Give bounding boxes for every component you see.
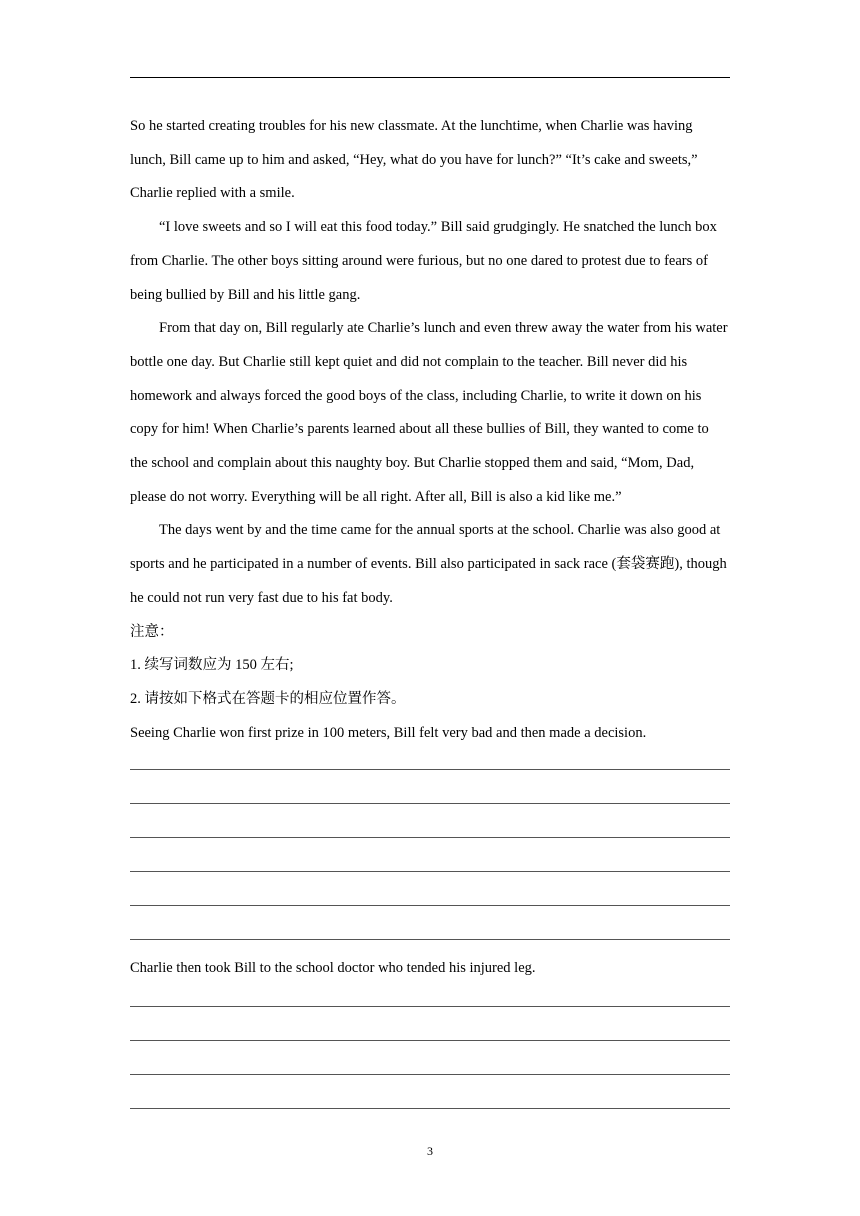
answer-line[interactable] — [130, 1108, 730, 1109]
prompt-1: Seeing Charlie won first prize in 100 meters, Bill felt very bad and then made a decision. — [130, 724, 647, 741]
answer-line[interactable] — [130, 1074, 730, 1075]
answer-line[interactable] — [130, 871, 730, 872]
passage — [130, 110, 730, 750]
answer-line[interactable] — [130, 1006, 730, 1007]
page-number: 3 — [427, 1144, 433, 1158]
paragraph-4: The days went by and the time came for the annual sports at the school. Charlie was also good at sports and he participated in a number of events. Bill also participated in sack race (套袋赛跑), though he could not run very fast due to his fat body. — [130, 522, 727, 606]
answer-line[interactable] — [130, 803, 730, 804]
notes-heading: 注意： — [130, 623, 174, 640]
answer-line[interactable] — [130, 905, 730, 906]
answer-line[interactable] — [130, 939, 730, 940]
header-rule — [130, 77, 730, 78]
note-item-1: 1. 续写词数应为 150 左右; — [130, 657, 294, 674]
prompt-2: Charlie then took Bill to the school doctor who tended his injured leg. — [130, 960, 536, 976]
paragraph-3: From that day on, Bill regularly ate Charlie’s lunch and even threw away the water from his water bottle one day. But Charlie still kept quiet and did not complain to the teacher. Bill never did his homework and always forced the good boys of the class, including Charlie, to write it down on his copy for him! When Charlie’s parents learned about all these bullies of Bill, they wanted to come to the school and complain about this naughty boy. But Charlie stopped them and said, “Mom, Dad, please do not worry. Everything will be all right. After all, Bill is also a kid like me.” — [130, 320, 728, 505]
paragraph-2: “I love sweets and so I will eat this food today.” Bill said grudgingly. He snatched the lunch box from Charlie. The other boys sitting around were furious, but no one dared to protest due to fears of being bullied by Bill and his little gang. — [130, 219, 717, 303]
answer-line[interactable] — [130, 1040, 730, 1041]
answer-line[interactable] — [130, 769, 730, 770]
paragraph-1: So he started creating troubles for his new classmate. At the lunchtime, when Charlie was having lunch, Bill came up to him and asked, “Hey, what do you have for lunch?” “It’s cake and sweets,” Charlie replied with a smile. — [130, 118, 698, 202]
answer-line[interactable] — [130, 837, 730, 838]
note-item-2: 2. 请按如下格式在答题卡的相应位置作答。 — [130, 690, 406, 707]
